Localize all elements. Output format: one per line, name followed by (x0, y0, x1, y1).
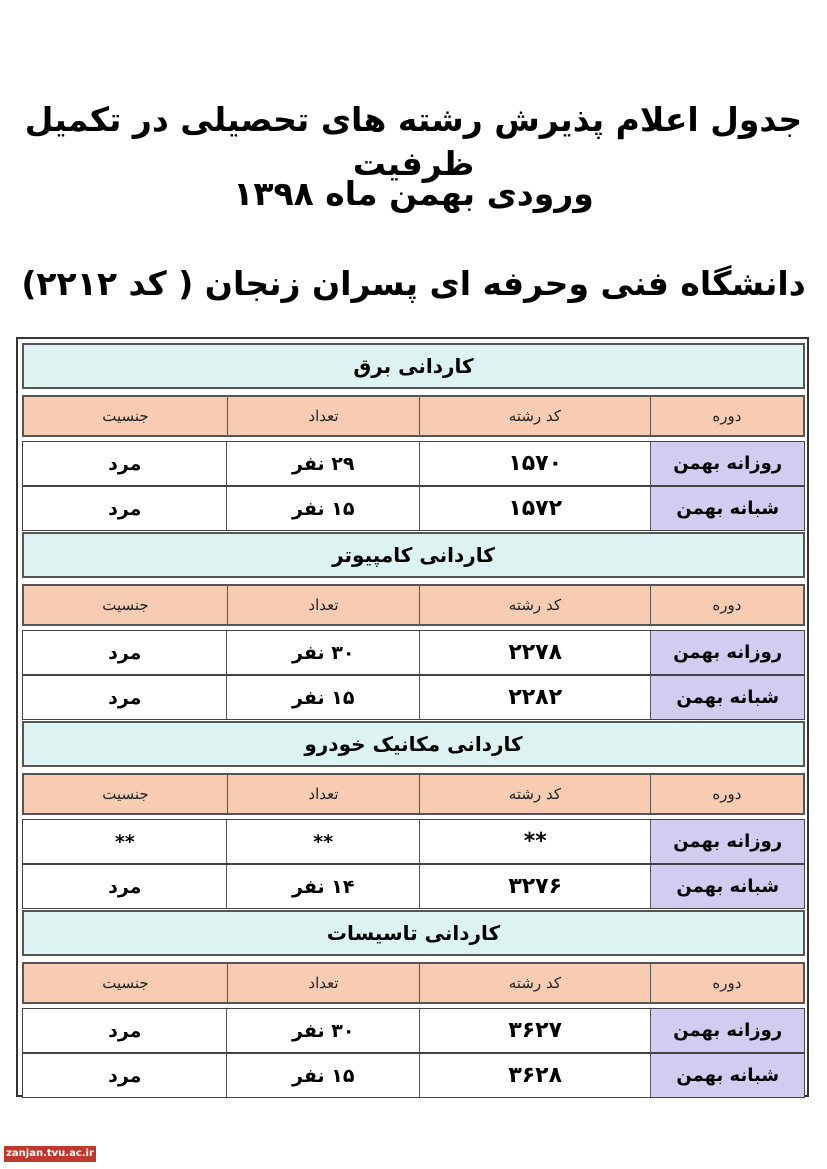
cell-dore: شبانه بهمن (650, 487, 804, 530)
cell-gender: مرد (108, 686, 142, 709)
cell-dore: روزانه بهمن (650, 820, 804, 863)
cell-code: ۳۲۷۶ (419, 865, 650, 908)
cell-count: ** (226, 820, 419, 863)
cell-dore: روزانه بهمن (650, 631, 804, 674)
cell-dore: شبانه بهمن (650, 676, 804, 719)
header-count: تعداد (227, 964, 419, 1002)
cell-count: ۱۴ نفر (226, 865, 419, 908)
cell-code: ** (419, 820, 650, 863)
header-dore: دوره (650, 964, 803, 1002)
header-dore: دوره (650, 775, 803, 813)
cell-dore: روزانه بهمن (650, 442, 804, 485)
table-header-row (22, 962, 805, 1004)
table-row (22, 441, 805, 486)
section-title: کاردانی تاسیسات (22, 910, 805, 956)
cell-count: ۱۵ نفر (226, 676, 419, 719)
table-row (22, 1053, 805, 1098)
cell-code: ۲۲۸۲ (419, 676, 650, 719)
cell-gender: مرد (108, 1064, 142, 1087)
admission-table (16, 337, 809, 1097)
cell-gender: ** (114, 830, 135, 853)
cell-gender: مرد (108, 452, 142, 475)
cell-code: ۲۲۷۸ (419, 631, 650, 674)
cell-code: ۳۶۲۷ (419, 1009, 650, 1052)
page-subtitle-date: ورودی بهمن ماه ۱۳۹۸ (233, 174, 594, 213)
header-count: تعداد (227, 397, 419, 435)
cell-count: ۱۵ نفر (226, 1054, 419, 1097)
table-row (22, 819, 805, 864)
header-count: تعداد (227, 775, 419, 813)
table-row (22, 675, 805, 720)
cell-gender: مرد (108, 497, 142, 520)
section-title: کاردانی برق (22, 343, 805, 389)
site-watermark: zanjan.tvu.ac.ir (4, 1146, 96, 1162)
cell-code: ۱۵۷۰ (419, 442, 650, 485)
header-code: کد رشته (419, 775, 650, 813)
header-code: کد رشته (419, 964, 650, 1002)
cell-gender: مرد (108, 1019, 142, 1042)
header-gender: جنسیت (102, 974, 149, 992)
table-row (22, 630, 805, 675)
cell-count: ۱۵ نفر (226, 487, 419, 530)
header-code: کد رشته (419, 397, 650, 435)
header-gender: جنسیت (102, 785, 149, 803)
header-gender: جنسیت (102, 407, 149, 425)
header-count: تعداد (227, 586, 419, 624)
cell-gender: مرد (108, 641, 142, 664)
table-header-row (22, 395, 805, 437)
table-header-row (22, 773, 805, 815)
page-title: جدول اعلام پذیرش رشته های تحصیلی در تکمیل ظرفیت (24, 100, 803, 183)
cell-count: ۳۰ نفر (226, 631, 419, 674)
cell-dore: شبانه بهمن (650, 1054, 804, 1097)
cell-count: ۳۰ نفر (226, 1009, 419, 1052)
table-row (22, 1008, 805, 1053)
cell-dore: شبانه بهمن (650, 865, 804, 908)
table-row (22, 486, 805, 531)
cell-gender: مرد (108, 875, 142, 898)
page-subtitle-university: دانشگاه فنی وحرفه ای پسران زنجان ( کد ۲۲۱۲) (21, 264, 806, 303)
cell-code: ۱۵۷۲ (419, 487, 650, 530)
section-title: کاردانی کامپیوتر (22, 532, 805, 578)
table-header-row (22, 584, 805, 626)
header-dore: دوره (650, 586, 803, 624)
cell-code: ۳۶۲۸ (419, 1054, 650, 1097)
cell-count: ۲۹ نفر (226, 442, 419, 485)
header-dore: دوره (650, 397, 803, 435)
table-row (22, 864, 805, 909)
header-code: کد رشته (419, 586, 650, 624)
section-title: کاردانی مکانیک خودرو (22, 721, 805, 767)
header-gender: جنسیت (102, 596, 149, 614)
cell-dore: روزانه بهمن (650, 1009, 804, 1052)
